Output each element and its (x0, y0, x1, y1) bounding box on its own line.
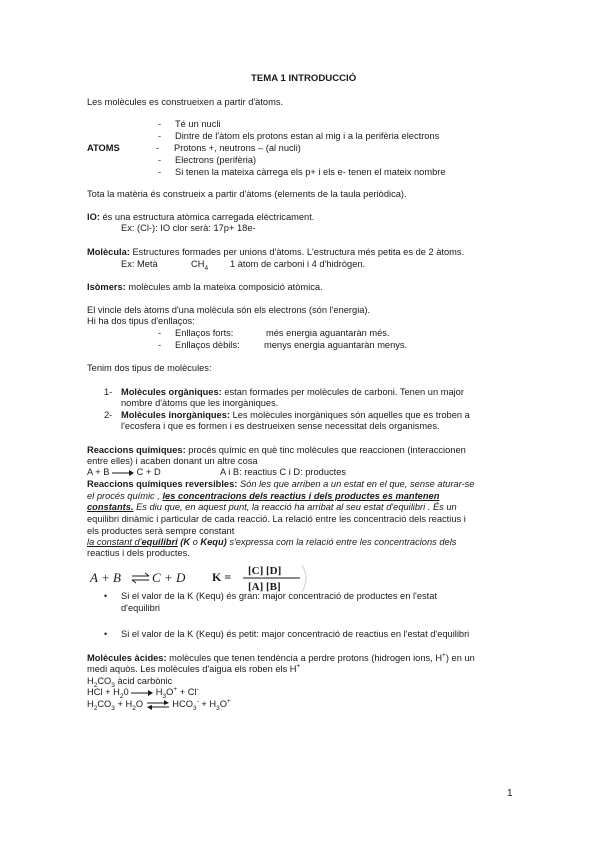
tipus-heading: Tenim dos tipus de molècules: (87, 363, 212, 373)
isomers-definition: Isòmers: molècules amb la mateixa composició atòmica. (87, 282, 323, 292)
atoms-item: Té un nucli (175, 119, 221, 129)
bond-desc: menys energia aguantaràn menys. (264, 340, 408, 350)
molecula-example-desc: 1 àtom de carboni i 4 d'hidrògen. (230, 259, 366, 269)
svg-text:[C] [D]: [C] [D] (248, 565, 282, 577)
acids-line-2: medi aquòs. Les molècules d'aigua els roben els H+ (87, 662, 301, 674)
reversibles-line-6: la constant d'equilibri (K o Kequ) s'expressa com la relació entre les concentracions dels (87, 537, 457, 547)
svg-text:A + B: A + B (90, 570, 121, 585)
bullet-text-1: Si el valor de la K (Kequ) és gran: major concentració de productes en l'estat (121, 591, 437, 601)
svg-text:C + D: C + D (152, 570, 186, 585)
svg-text:[A] [B]: [A] [B] (248, 581, 281, 593)
reaccions-line-2: entre elles) i acaben donant un altre cosa (87, 456, 258, 466)
bullet-text-2: Si el valor de la K (Kequ) és petit: major concentració de reactius en l'estat d'equilibri (121, 629, 470, 639)
acids-line-1: Molècules àcides: molècules que tenen tendència a perdre protons (hidrogen ions, H+) en un (87, 651, 475, 663)
io-example: Ex: (Cl-): IO clor serà: 17p+ 18e- (121, 223, 256, 233)
atoms-item: Si tenen la mateixa càrrega els p+ i els e- tenen el mateix nombre (175, 167, 446, 177)
reaccions-note: A i B: reactius C i D: productes (220, 467, 347, 477)
right-arrow-icon (131, 689, 153, 697)
atoms-item: Dintre de l'àtom els protons estan al mig i a la perifèria electrons (175, 131, 440, 141)
tipus-num: 2- (104, 410, 113, 420)
molecula-example-formula: $CH_4$ (191, 259, 209, 272)
tipus-inorganic-line-2: l'ecosfera i que es formen i es destrueixen sense necessitat dels organismes. (121, 421, 440, 431)
bullet-icon: • (104, 629, 108, 639)
document-page: TEMA 1 INTRODUCCIÓ Les molècules es construeixen a partir d'àtoms. ATOMS - Té un nucli - Dintre de l'àtom els protons estan al mig i a la perifèria electrons - Protons +, neutrons – (al nucli) - Electrons (perifèria) - Si tenen la mateixa càrrega els p+ i els e- tenen el mateix nombre Tota la matèria és construeix a partir d'àtoms (elements de la taula periòdica). IO: és una estructura atòmica carregada elèctricament. Ex: (Cl-): IO clor serà: 17p+ 18e- Molècula: Estructures formades per unions d'àtoms. L'estructura més petita es de 2 àtoms. Ex: Metà $CH_4$ 1 àtom de carboni i 4 d'hidrògen. Isòmers: molècules amb la mateixa composició atòmica. El vincle dels àtoms d'una molècula són els electrons (són l'energia). Hi ha dos tipus d'enllaços: - Enllaços forts: més energia aguantaràn més. - Enllaços dèbils: menys energia aguantaràn menys. Tenim dos tipus de molècules: 1- Molècules orgàniques: estan formades per molècules de carboni. Tenen un major nombre d'àtoms que les inorgàniques. 2- Molècules inorgàniques: Les molècules inorgàniques són aquelles que es troben a l'ecosfera i que es formen i es destrueixen sense necessitat dels organismes. Reaccions químiques: procés químic en què tinc molècules que reaccionen (interaccionen entre elles) i acaben donant un altre cosa A + B C + D A i B: reactius C i D: productes Reaccions químiques reversibles: Són les que arriben a un estat en el que, sense aturar-se el procés químic , les concentracions dels reactius i dels productes es mantenen constants. Es diu que, en aquest punt, la reacció ha arribat al seu estat d'equilibri . És un equilibri dinàmic i particular de cada reacció. La relació entre les concentració dels reactius i els productes serà sempre constant la constant d'equilibri (K o Kequ) s'expressa com la relació entre les concentracions dels reactius i dels productes. A + B C + D K = [C] [D] [A] [B] • Si el valor de la K (Kequ) és gran: major concentració de productes en l'estat d'equilibri • Si el valor de la K (Kequ) és petit: major concentració de reactius en l'estat d'equilibri Molècules àcides: molècules que tenen tendència a perdre protons (hidrogen ions, H+) en un medi aquòs. Les molècules d'aigua els roben els H+ $H_2CO_3$ àcid carbònic HCl + $H_20$ $H_3O^+ + Cl^-$ $H_2CO_3 + H_2O$ $HCO_3^- + H_3O^+$ 1 (87, 73, 513, 799)
intro-text: Les molècules es construeixen a partir d'àtoms. (87, 97, 284, 107)
reaccions-line-1: Reaccions químiques: procés químic en què tinc molècules que reaccionen (interaccionen (87, 445, 466, 455)
right-arrow-icon (112, 469, 134, 477)
molecula-example-label: Ex: Metà (121, 259, 158, 269)
atoms-label: ATOMS (87, 143, 120, 153)
reversibles-line-1: Reaccions químiques reversibles: Són les que arriben a un estat en el que, sense aturar-se (87, 479, 475, 489)
atoms-item: Protons +, neutrons – (al nucli) (174, 143, 301, 153)
bond-name: Enllaços forts: (175, 328, 234, 338)
vincle-line-1: El vincle dels àtoms d'una molècula són els electrons (són l'energia). (87, 305, 371, 315)
bullet-icon: • (104, 591, 108, 601)
reaccions-equation: A + B C + D (87, 467, 161, 477)
reversibles-line-7: reactius i dels productes. (87, 548, 190, 558)
bullet-text-1b: d'equilibri (121, 603, 160, 613)
acid-reaction-2: $H_2CO_3 + H_2O$ $HCO_3^- + H_3O^+$ (87, 697, 231, 712)
reversibles-line-5: els productes serà sempre constant (87, 526, 235, 536)
atoms-item: Electrons (perifèria) (175, 155, 257, 165)
reversibles-line-2: el procés químic , les concentracions dels reactius i dels productes es mantenen (87, 491, 440, 501)
bond-desc: més energia aguantaràn més. (266, 328, 390, 338)
equilibrium-arrow-icon (146, 700, 170, 710)
tipus-organic-line-1: Molècules orgàniques: estan formades per molècules de carboni. Tenen un major (121, 387, 464, 397)
acid-reaction-1: HCl + $H_20$ $H_3O^+ + Cl^-$ (87, 685, 199, 700)
tipus-num: 1- (104, 387, 113, 397)
matter-text: Tota la matèria és construeix a partir d'àtoms (elements de la taula periòdica). (87, 189, 407, 199)
reversibles-line-4: equilibri dinàmic i particular de cada reacció. La relació entre les concentració dels reactius i (87, 514, 466, 524)
vincle-line-2: Hi ha dos tipus d'enllaços: (87, 316, 195, 326)
tipus-organic-line-2: nombre d'àtoms que les inorgàniques. (121, 398, 279, 408)
tipus-inorganic-line-1: Molècules inorgàniques: Les molècules inorgàniques són aquelles que es troben a (121, 410, 470, 420)
page-title: TEMA 1 INTRODUCCIÓ (251, 73, 357, 84)
molecula-definition: Molècula: Estructures formades per unions d'àtoms. L'estructura més petita es de 2 àtoms. (87, 247, 465, 257)
reversibles-line-3: constants. Es diu que, en aquest punt, la reacció ha arribat al seu estat d'equilibri . És un (87, 502, 457, 512)
acid-carbonic: $H_2CO_3$ àcid carbònic (87, 676, 173, 689)
bond-name: Enllaços dèbils: (175, 340, 240, 350)
svg-text:K =: K = (212, 570, 232, 584)
page-number: 1 (507, 788, 513, 799)
io-definition: IO: és una estructura atòmica carregada elèctricament. (87, 212, 315, 222)
